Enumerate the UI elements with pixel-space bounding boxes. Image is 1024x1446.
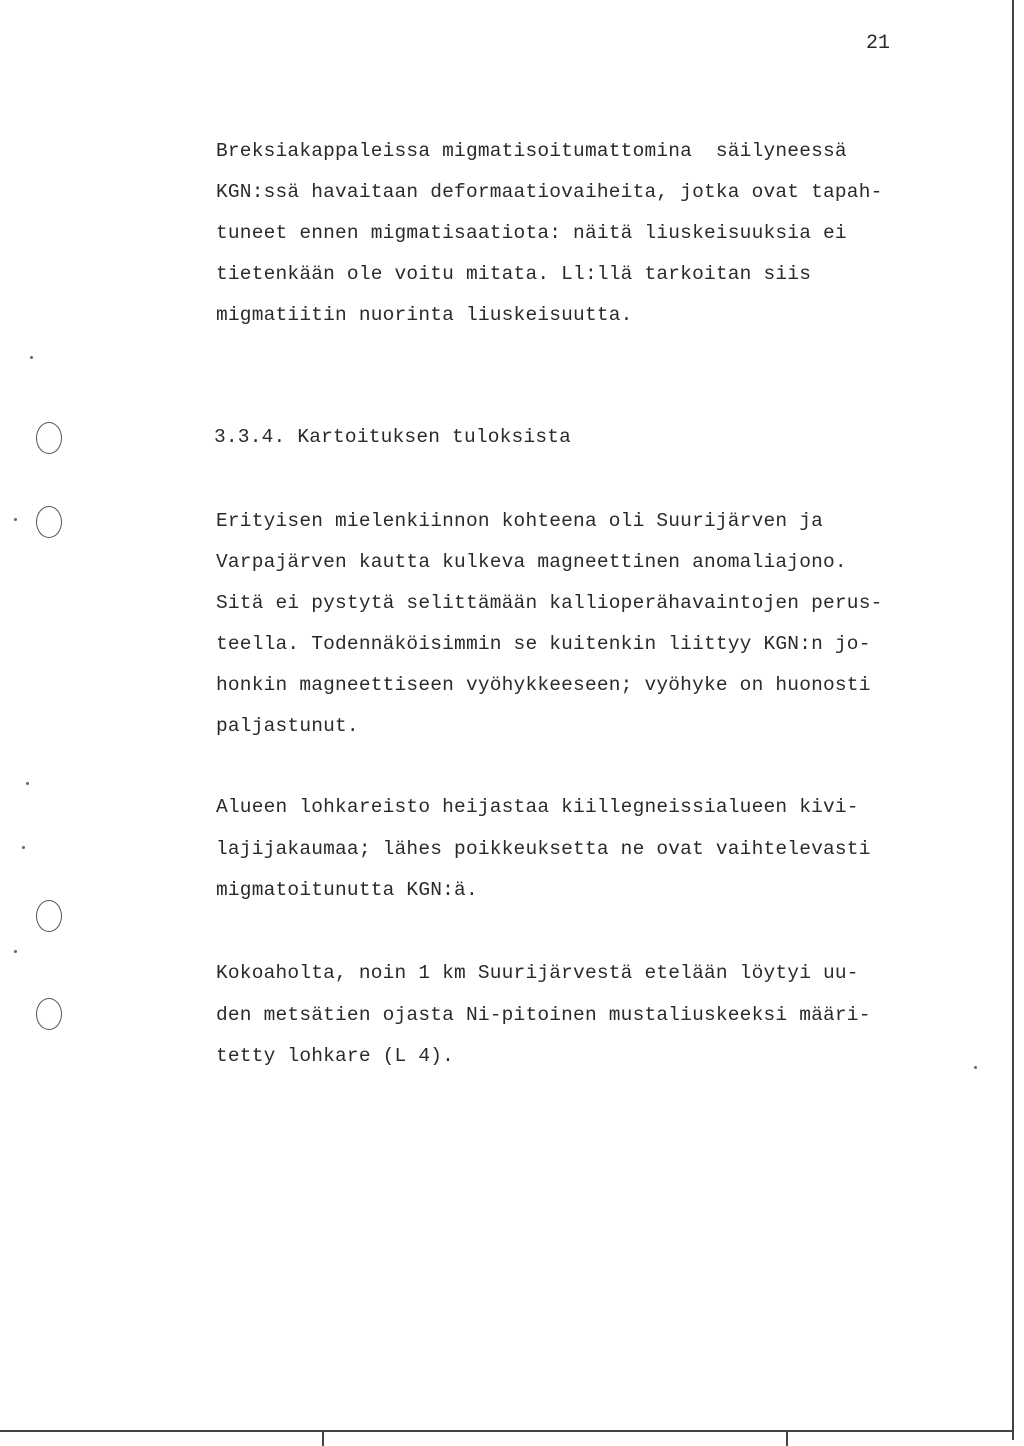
scan-speck — [30, 356, 33, 359]
scan-speck — [14, 518, 17, 521]
paragraph-3-line-3: migmatoitunutta KGN:ä. — [216, 879, 478, 901]
paragraph-4-line-3: tetty lohkare (L 4). — [216, 1045, 455, 1067]
paragraph-1-line-2: KGN:ssä havaitaan deformaatiovaiheita, jotka ovat tapah- — [216, 181, 883, 203]
paragraph-3-line-1: Alueen lohkareisto heijastaa kiillegneissialueen kivi- — [216, 796, 859, 818]
paragraph-2-line-3: Sitä ei pystytä selittämään kallioperähavaintojen perus- — [216, 592, 883, 614]
punch-hole-icon — [36, 422, 62, 454]
paragraph-1-line-3: tuneet ennen migmatisaatiota: näitä liuskeisuuksia ei — [216, 222, 847, 244]
scan-speck — [22, 846, 25, 849]
paragraph-4-line-1: Kokoaholta, noin 1 km Suurijärvestä etelään löytyi uu- — [216, 962, 859, 984]
scan-speck — [14, 950, 17, 953]
paragraph-2-line-4: teella. Todennäköisimmin se kuitenkin liittyy KGN:n jo- — [216, 633, 871, 655]
paragraph-2-line-2: Varpajärven kautta kulkeva magneettinen anomaliajono. — [216, 551, 847, 573]
paragraph-2-line-6: paljastunut. — [216, 715, 359, 737]
scan-speck — [26, 782, 29, 785]
paragraph-1-line-1: Breksiakappaleissa migmatisoitumattomina säilyneessä — [216, 140, 847, 162]
edge-tick — [322, 1430, 324, 1446]
paragraph-1-line-5: migmatiitin nuorinta liuskeisuutta. — [216, 304, 633, 326]
paragraph-1-line-4: tietenkään ole voitu mitata. Ll:llä tarkoitan siis — [216, 263, 812, 285]
scan-speck — [974, 1066, 977, 1069]
paragraph-4-line-2: den metsätien ojasta Ni-pitoinen mustaliuskeeksi määri- — [216, 1004, 871, 1026]
section-heading: 3.3.4. Kartoituksen tuloksista — [214, 426, 572, 448]
punch-hole-icon — [36, 900, 62, 932]
page-edge-line — [1012, 0, 1014, 1440]
punch-hole-icon — [36, 998, 62, 1030]
paragraph-2-line-5: honkin magneettiseen vyöhykkeeseen; vyöhyke on huonosti — [216, 674, 871, 696]
paragraph-3-line-2: lajijakaumaa; lähes poikkeuksetta ne ovat vaihtelevasti — [216, 838, 871, 860]
page-number: 21 — [866, 32, 891, 55]
punch-hole-icon — [36, 506, 62, 538]
paragraph-2-line-1: Erityisen mielenkiinnon kohteena oli Suurijärven ja — [216, 510, 823, 532]
edge-tick — [786, 1430, 788, 1446]
bottom-edge-line — [0, 1430, 1012, 1432]
